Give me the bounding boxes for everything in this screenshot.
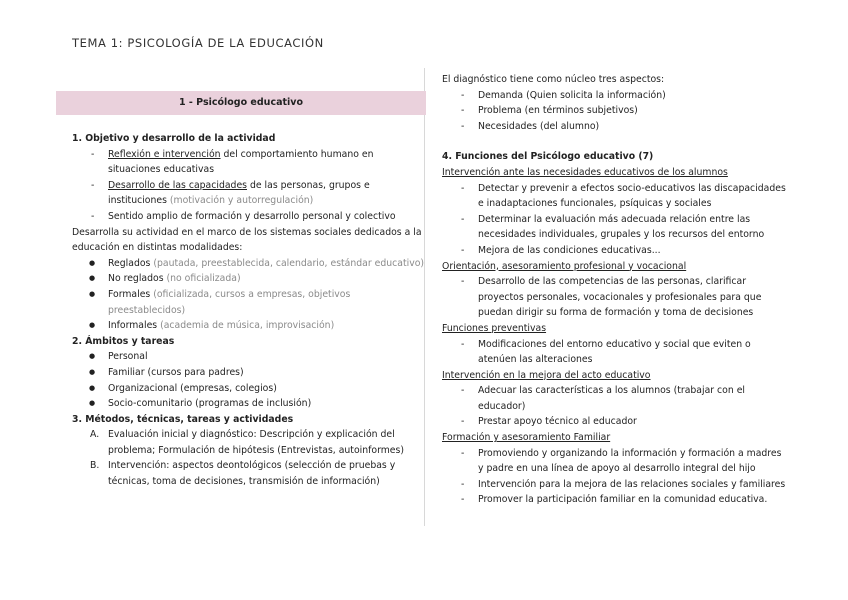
list-item: ● Reglados (pautada, preestablecida, calendario, estándar educativo) bbox=[72, 256, 424, 272]
list-item: ● Organizacional (empresas, colegios) bbox=[72, 381, 424, 397]
paragraph: Desarrolla su actividad en el marco de los sistemas sociales dedicados a la educación en distintas modalidades: bbox=[72, 226, 422, 254]
list-item: ● Familiar (cursos para padres) bbox=[72, 365, 424, 381]
section-3-heading: 3. Métodos, técnicas, tareas y actividades bbox=[72, 413, 294, 425]
list-item: B. Intervención: aspectos deontológicos (selección de pruebas y técnicas, toma de decisiones, transmisión de información) bbox=[90, 460, 396, 488]
list-item: A. Evaluación inicial y diagnóstico: Descripción y explicación del problema; Formulación de hipótesis (Entrevistas, autoinformes) bbox=[90, 429, 404, 456]
list-item: ● Personal bbox=[72, 349, 424, 365]
document-title: TEMA 1: PSICOLOGÍA DE LA EDUCACIÓN bbox=[72, 36, 324, 50]
function-title: Formación y asesoramiento Familiar bbox=[442, 432, 611, 444]
list-item: ● Formales (oficializada, cursos a empresas, objetivos preestablecidos) bbox=[72, 287, 424, 318]
list-item: ● Socio-comunitario (programas de inclusión) bbox=[72, 396, 424, 412]
right-column bbox=[442, 72, 787, 508]
list-item: - Determinar la evaluación más adecuada relación entre las necesidades individuales, grupales y los recursos del entorno bbox=[442, 212, 787, 243]
list-item: - Adecuar las características a los alumnos (trabajar con el educador) bbox=[442, 383, 787, 414]
function-title: Funciones preventivas bbox=[442, 322, 547, 334]
column-divider bbox=[424, 68, 425, 526]
section-1-heading: 1. Objetivo y desarrollo de la actividad bbox=[72, 133, 276, 144]
paragraph: El diagnóstico tiene como núcleo tres aspectos: bbox=[442, 74, 665, 85]
list-item: - Necesidades (del alumno) bbox=[442, 119, 787, 135]
list-item: - Demanda (Quien solicita la información) bbox=[442, 88, 787, 104]
list-item: - Sentido amplio de formación y desarrollo personal y colectivo bbox=[72, 209, 424, 225]
list-item: - Modificaciones del entorno educativo y social que eviten o atenúen las alteraciones bbox=[442, 337, 787, 368]
list-item: - Intervención para la mejora de las relaciones sociales y familiares bbox=[442, 477, 787, 493]
list-item: - Promover la participación familiar en la comunidad educativa. bbox=[442, 492, 787, 508]
list-item: - Desarrollo de las competencias de las personas, clarificar proyectos personales, vocacionales y profesionales para que puedan dirigir su forma de formación y toma de decisiones bbox=[442, 274, 787, 321]
list-item: ● No reglados (no oficializada) bbox=[72, 271, 424, 287]
list-item: - Problema (en términos subjetivos) bbox=[442, 103, 787, 119]
list-item: - Mejora de las condiciones educativas... bbox=[442, 243, 787, 259]
section-banner: 1 - Psicólogo educativo bbox=[56, 91, 426, 115]
list-item: - Prestar apoyo técnico al educador bbox=[442, 414, 787, 430]
section-2-heading: 2. Ámbitos y tareas bbox=[72, 335, 175, 347]
list-item: - Desarrollo de las capacidades de las personas, grupos e instituciones (motivación y autorregulación) bbox=[72, 178, 424, 209]
list-item: - Promoviendo y organizando la información y formación a madres y padre en una línea de apoyo al desarrollo integral del hijo bbox=[442, 446, 787, 477]
function-title: Intervención en la mejora del acto educativo bbox=[442, 369, 651, 381]
list-item: ● Informales (academia de música, improvisación) bbox=[72, 318, 424, 334]
left-column bbox=[72, 91, 424, 490]
function-title: Orientación, asesoramiento profesional y vocacional bbox=[442, 260, 687, 272]
section-4-heading: 4. Funciones del Psicólogo educativo (7) bbox=[442, 151, 654, 163]
list-item: - Detectar y prevenir a efectos socio-educativos las discapacidades e inadaptaciones funcionales, psíquicas y sociales bbox=[442, 181, 787, 212]
function-title: Intervención ante las necesidades educativos de los alumnos bbox=[442, 166, 728, 178]
list-item: - Reflexión e intervención del comportamiento humano en situaciones educativas bbox=[72, 147, 424, 178]
